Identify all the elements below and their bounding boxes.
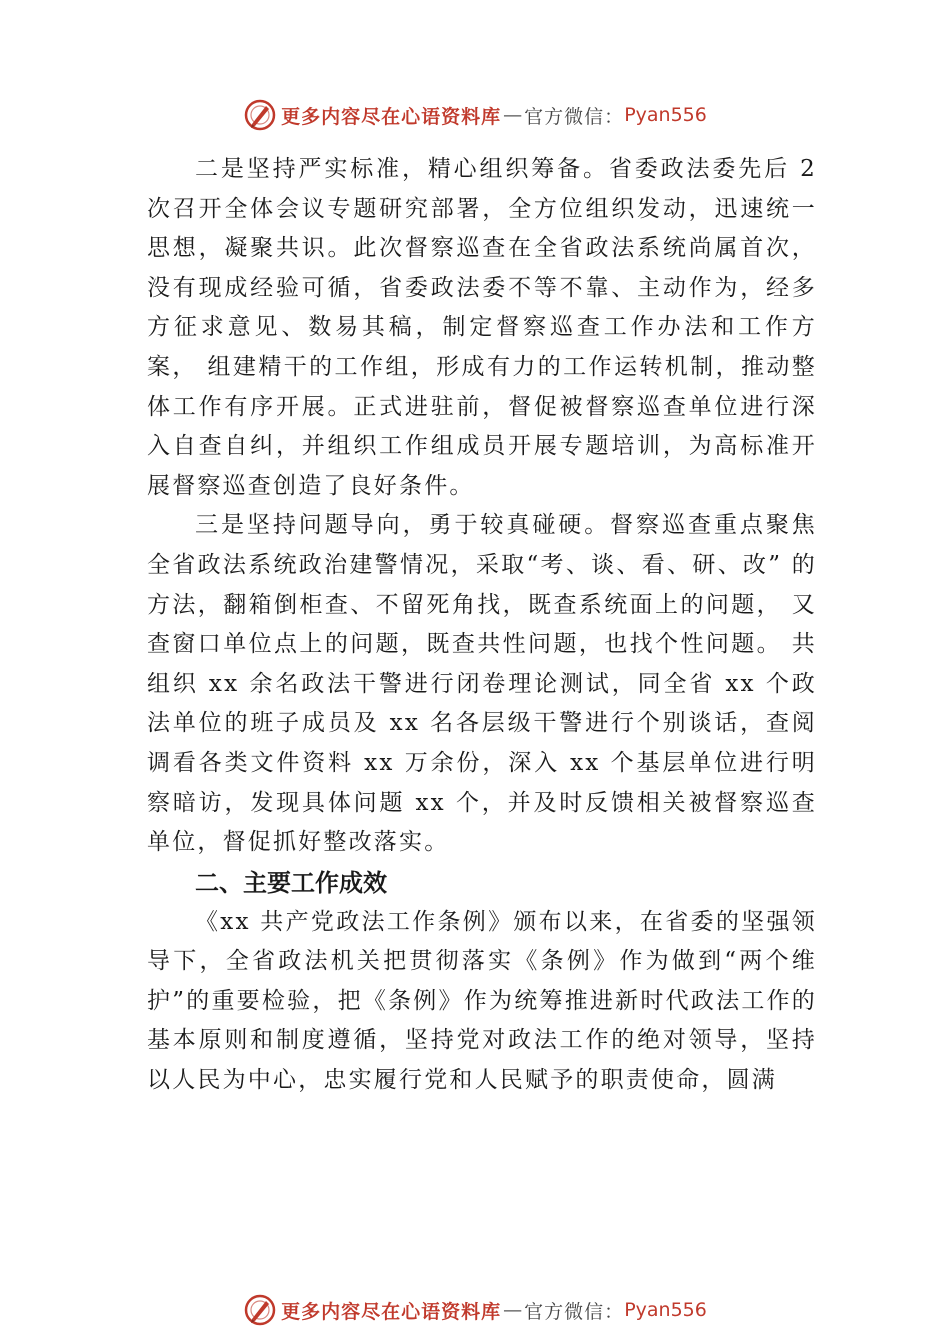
wechat-label: 官方微信：	[524, 1300, 625, 1323]
banner-text: 更多内容尽在心语资料库	[281, 1300, 502, 1323]
section-heading: 二、主要工作成效	[195, 868, 387, 897]
footer-watermark-banner	[0, 1290, 950, 1330]
paragraph: 二是坚持严实标准，精心组织筹备。省委政法委先后 2 次召开全体会议专题研究部署，全方位组织发动，迅速统一思想，凝聚共识。此次督察巡查在全省政法系统尚属首次， 没有现成经验可循，省委政法委不等不靠、主动作为，经多方征求意见、数易其稿，制定督察巡查工作办法和工作方案， 组建精干的工作组，形成有力的工作运转机制，推动整体工作有序开展。正式进驻前，督促被督察巡查单位进行深入自查自纠，并组织工作组成员开展专题培训，为高标准开展督察巡查创造了良好条件。	[147, 156, 817, 499]
banner-separator: —	[503, 1299, 523, 1321]
pen-seal-icon	[243, 98, 277, 132]
wechat-id: Pyan556	[624, 1299, 707, 1321]
banner-text: 更多内容尽在心语资料库	[281, 105, 502, 128]
banner-separator: —	[503, 104, 523, 126]
document-body	[147, 150, 817, 1101]
pen-seal-icon	[243, 1293, 277, 1327]
paragraph: 三是坚持问题导向，勇于较真碰硬。督察巡查重点聚焦全省政法系统政治建警情况，采取“考、谈、看、研、改” 的方法，翻箱倒柜查、不留死角找，既查系统面上的问题， 又查窗口单位点上的问题，既查共性问题，也找个性问题。 共组织 xx 余名政法干警进行闭卷理论测试，同全省 xx 个政法单位的班子成员及 xx 名各层级干警进行个别谈话，查阅调看各类文件资料 xx 万余份，深入 xx 个基层单位进行明察暗访，发现具体问题 xx 个，并及时反馈相关被督察巡查单位，督促抓好整改落实。	[147, 512, 817, 856]
paragraph: 《xx 共产党政法工作条例》颁布以来，在省委的坚强领导下，全省政法机关把贯彻落实《条例》作为做到“两个维护”的重要检验，把《条例》作为统筹推进新时代政法工作的基本原则和制度遵循，坚持党对政法工作的绝对领导，坚持以人民为中心，忠实履行党和人民赋予的职责使命，圆满	[147, 908, 817, 1094]
wechat-label: 官方微信：	[524, 105, 625, 128]
header-watermark-banner	[0, 95, 950, 135]
wechat-id: Pyan556	[624, 104, 707, 126]
